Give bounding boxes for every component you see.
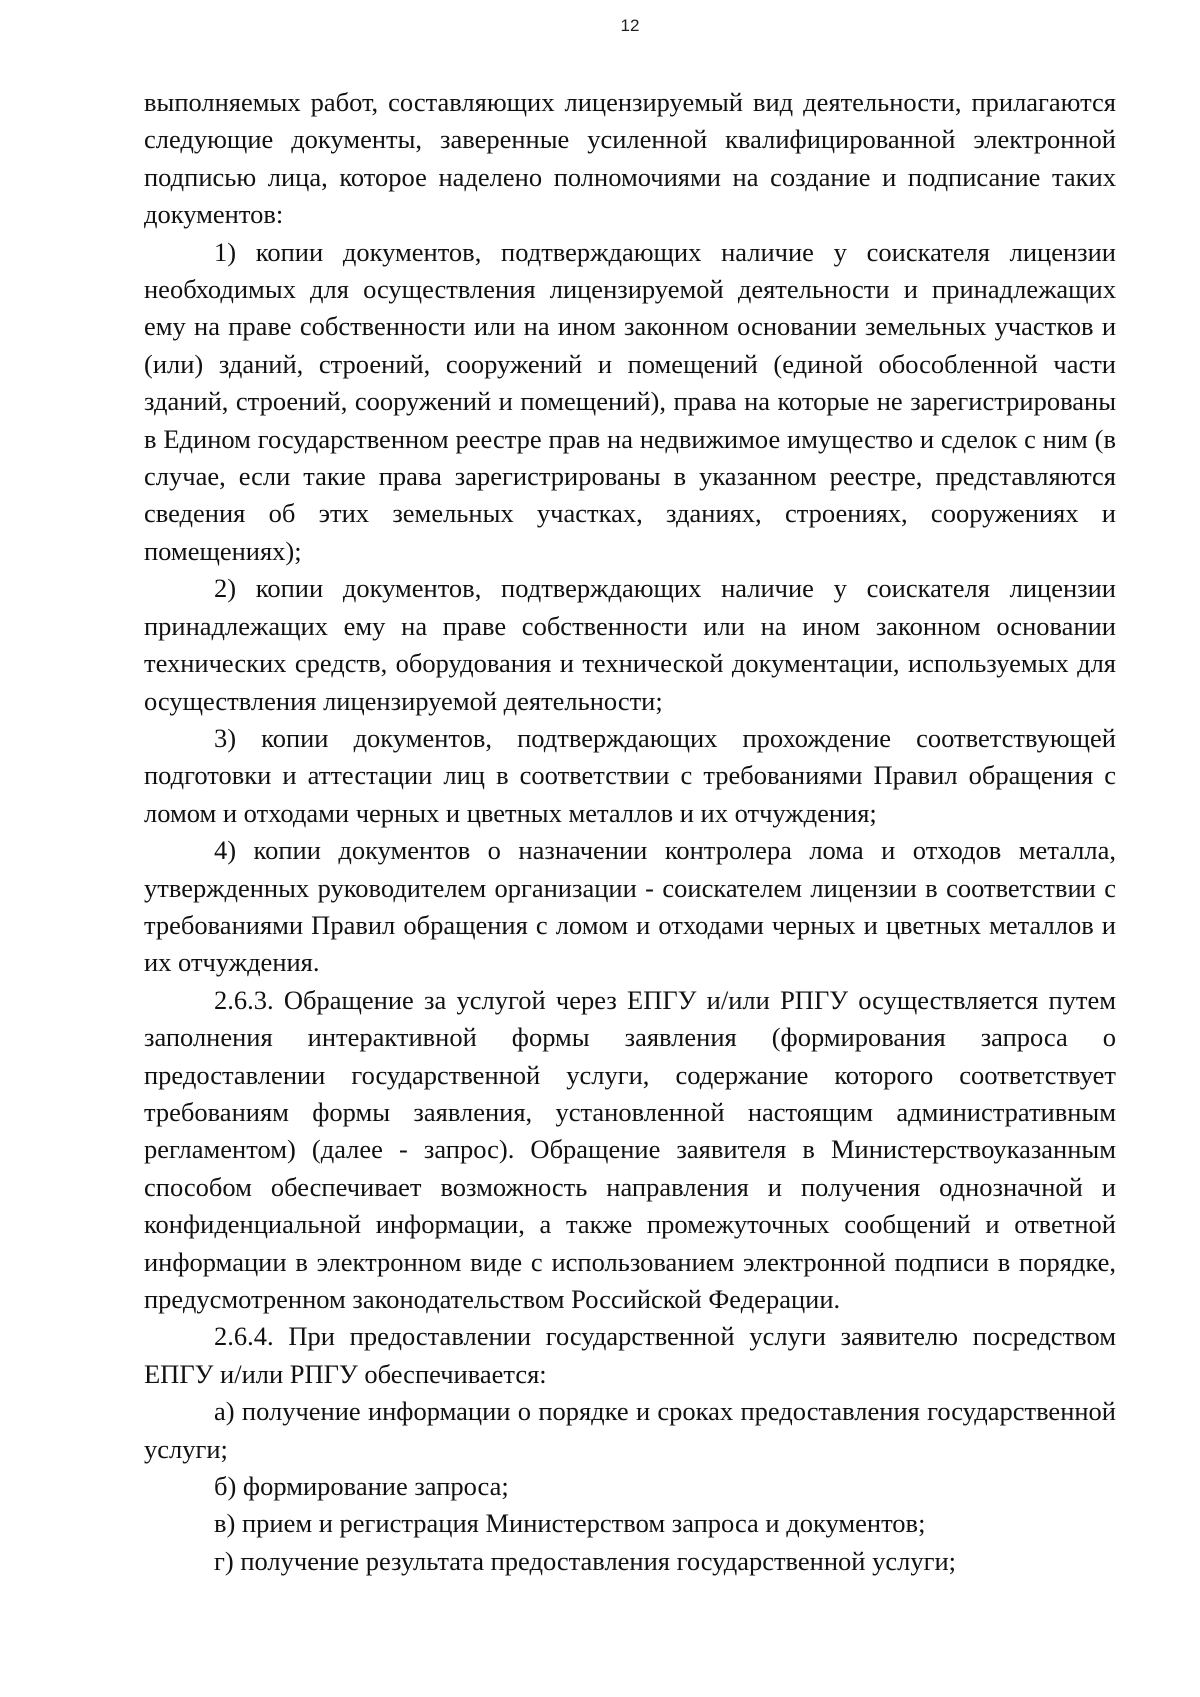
list-item-v: в) прием и регистрация Министерством запроса и документов;: [214, 1508, 926, 1539]
list-item-1: 1) копии документов, подтверждающих наличие у соискателя лицензии необходимых для осуществления лицензируемой деятельности и принадлежащих ему на праве собственности или на ином законном основании земельных участков и (или) зданий, строений, сооружений и помещений (единой обособленной части зданий, строений, сооружений и помещений), права на которые не зарегистрированы в Едином государственном реестре прав на недвижимое имущество и сделок с ним (в случае, если такие права зарегистрированы в указанном реестре, представляются сведения об этих земельных участках, зданиях, строениях, сооружениях и помещениях);: [144, 236, 1116, 566]
section-2-6-4: 2.6.4. При предоставлении государственной услуги заявителю посредством ЕПГУ и/или РПГУ обеспечивается:: [144, 1321, 1116, 1389]
list-item-3: 3) копии документов, подтверждающих прохождение соответствующей подготовки и аттестации лиц в соответствии с требованиями Правил обращения с ломом и отходами черных и цветных металлов и их отчуждения;: [144, 722, 1116, 828]
page-number: 12: [620, 16, 640, 35]
paragraph-continuation: выполняемых работ, составляющих лицензируемый вид деятельности, прилагаются следующие документы, заверенные усиленной квалифицированной электронной подписью лица, которое наделено полномочиями на создание и подписание таких документов:: [144, 87, 1116, 230]
list-item-2: 2) копии документов, подтверждающих наличие у соискателя лицензии принадлежащих ему на праве собственности или на ином законном основании технических средств, оборудования и технической документации, используемых для осуществления лицензируемой деятельности;: [144, 573, 1116, 716]
section-2-6-3: 2.6.3. Обращение за услугой через ЕПГУ и/или РПГУ осуществляется путем заполнения интерактивной формы заявления (формирования запроса о предоставлении государственной услуги, содержание которого соответствует требованиям формы заявления, установленной настоящим административным регламентом) (далее - запрос). Обращение заявителя в Министерствоуказанным способом обеспечивает возможность направления и получения однозначной и конфиденциальной информации, а также промежуточных сообщений и ответной информации в электронном виде с использованием электронной подписи в порядке, предусмотренном законодательством Российской Федерации.: [144, 984, 1116, 1314]
document-body: [144, 84, 1116, 1580]
list-item-4: 4) копии документов о назначении контролера лома и отходов металла, утвержденных руководителем организации - соискателем лицензии в соответствии с требованиями Правил обращения с ломом и отходами черных и цветных металлов и их отчуждения.: [144, 835, 1116, 978]
list-item-a: а) получение информации о порядке и сроках предоставления государственной услуги;: [144, 1396, 1116, 1464]
list-item-b: б) формирование запроса;: [214, 1471, 509, 1502]
list-item-g: г) получение результата предоставления государственной услуги;: [214, 1545, 956, 1576]
